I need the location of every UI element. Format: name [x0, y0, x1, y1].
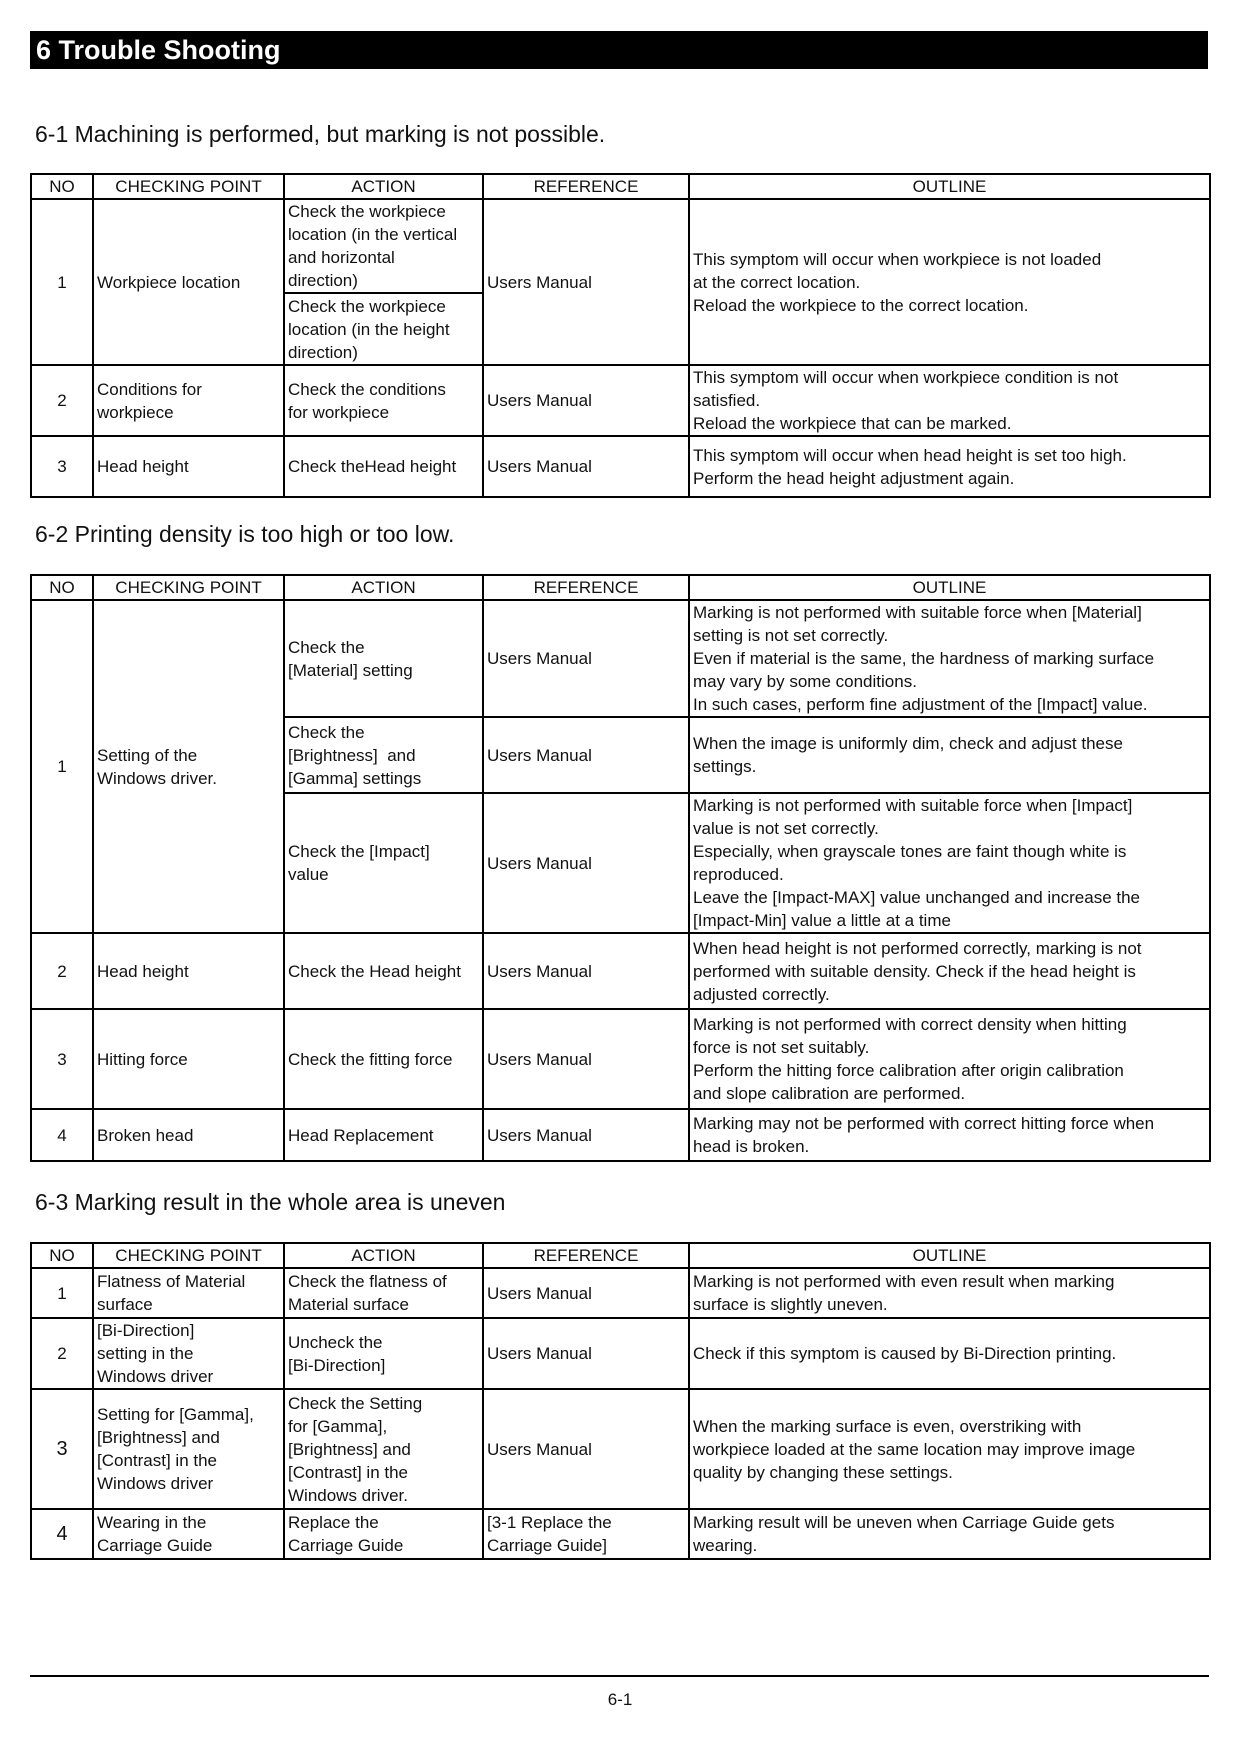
reference-text: Users Manual	[487, 1125, 592, 1145]
checking-point-text: setting in the	[97, 1344, 194, 1363]
reference-text: [3-1 Replace the	[487, 1513, 612, 1532]
reference-cell	[483, 1109, 689, 1161]
reference-cell	[483, 199, 689, 365]
row-number: 2	[31, 933, 93, 1009]
outline-text: Leave the [Impact-MAX] value unchanged and increase the	[693, 888, 1141, 907]
checking-point-text: [Bi-Direction]	[97, 1321, 195, 1340]
action-text: Check the fitting force	[288, 1049, 453, 1069]
action-text: Check theHead height	[288, 457, 457, 476]
reference-cell	[483, 600, 689, 717]
reference-text: Carriage Guide]	[487, 1536, 608, 1555]
outline-text: Perform the head height adjustment again.	[693, 468, 1015, 488]
action-text: Check the flatness of	[288, 1272, 447, 1291]
outline-cell	[689, 1509, 1210, 1559]
section-title: 6-2 Printing density is too high or too low.	[35, 521, 455, 547]
outline-cell	[689, 365, 1210, 436]
action-cell	[284, 1509, 483, 1559]
outline-cell	[689, 1268, 1210, 1318]
action-text: Material surface	[288, 1295, 409, 1314]
outline-cell	[689, 1009, 1210, 1109]
checking-point-text: [Contrast] in the	[97, 1451, 218, 1470]
page-number: 6-1	[607, 1690, 633, 1709]
checking-point-text: Windows driver	[97, 1474, 214, 1493]
row-number: 1	[31, 1268, 93, 1318]
checking-point-text: Broken head	[97, 1125, 194, 1145]
action-text: [Brightness] and	[288, 1439, 411, 1459]
troubleshooting-table	[30, 173, 1211, 498]
table-row	[31, 1318, 1210, 1389]
chapter-title: 6 Trouble Shooting	[30, 31, 1208, 69]
section-title: 6-3 Marking result in the whole area is uneven	[35, 1189, 506, 1215]
reference-text: Users Manual	[487, 1344, 592, 1363]
reference-text: Users Manual	[487, 1439, 592, 1459]
action-cell	[284, 199, 483, 293]
outline-text: Marking is not performed with suitable force when [Material]	[693, 603, 1142, 622]
row-number: 3	[31, 1009, 93, 1109]
table-header-row	[31, 174, 1210, 199]
header-no: NO	[31, 575, 93, 600]
outline-text: value is not set correctly.	[693, 819, 879, 838]
row-number: 4	[31, 1109, 93, 1161]
action-text: direction)	[288, 342, 358, 362]
action-text: for workpiece	[288, 402, 390, 422]
checking-point-cell	[93, 199, 284, 365]
checking-point-cell	[93, 600, 284, 933]
action-text: [Contrast] in the	[288, 1462, 409, 1482]
action-cell	[284, 1318, 483, 1389]
outline-text: When the image is uniformly dim, check and adjust these	[693, 734, 1123, 753]
reference-cell	[483, 365, 689, 436]
reference-cell	[483, 436, 689, 497]
action-text: location (in the height	[288, 319, 450, 339]
header-action: ACTION	[284, 575, 483, 600]
outline-text: Marking is not performed with correct density when hitting	[693, 1015, 1127, 1034]
checking-point-text: Flatness of Material	[97, 1272, 246, 1291]
checking-point-text: Windows driver.	[97, 768, 217, 788]
action-text: for [Gamma],	[288, 1416, 388, 1436]
action-cell	[284, 1268, 483, 1318]
table-row	[31, 436, 1210, 497]
action-text: Check the workpiece	[288, 296, 446, 316]
outline-text: This symptom will occur when head height is set too high.	[693, 445, 1127, 465]
outline-text: head is broken.	[693, 1137, 810, 1156]
header-outline: OUTLINE	[689, 174, 1210, 199]
table-header-row	[31, 1243, 1210, 1268]
header-outline: OUTLINE	[689, 1243, 1210, 1268]
checking-point-text: [Brightness] and	[97, 1428, 220, 1447]
header-no: NO	[31, 174, 93, 199]
action-text: Check the Head height	[288, 961, 461, 981]
outline-text: Marking result will be uneven when Carriage Guide gets	[693, 1513, 1115, 1532]
outline-cell	[689, 1109, 1210, 1161]
header-reference: REFERENCE	[483, 1243, 689, 1268]
reference-cell	[483, 1509, 689, 1559]
action-text: location (in the vertical	[288, 225, 458, 244]
outline-text: Especially, when grayscale tones are faint though white is	[693, 842, 1127, 861]
checking-point-cell	[93, 1009, 284, 1109]
checking-point-cell	[93, 933, 284, 1009]
outline-cell	[689, 1318, 1210, 1389]
action-text: [Gamma] settings	[288, 768, 422, 788]
row-number: 1	[31, 199, 93, 365]
table-row	[31, 600, 1210, 717]
action-text: Carriage Guide	[288, 1536, 404, 1555]
outline-text: performed with suitable density. Check if the head height is	[693, 961, 1136, 981]
action-text: and horizontal	[288, 248, 395, 267]
outline-text: Even if material is the same, the hardness of marking surface	[693, 649, 1155, 668]
outline-text: Marking is not performed with even result when marking	[693, 1272, 1115, 1291]
row-number: 3	[31, 1389, 93, 1509]
header-action: ACTION	[284, 1243, 483, 1268]
outline-cell	[689, 793, 1210, 933]
table-row	[31, 1109, 1210, 1161]
table-row	[31, 199, 1210, 293]
troubleshooting-table	[30, 1242, 1211, 1560]
footer-divider	[30, 1675, 1209, 1677]
checking-point-cell	[93, 1389, 284, 1509]
checking-point-cell	[93, 1109, 284, 1161]
action-text: Check the	[288, 637, 365, 657]
action-text: Check the conditions	[288, 379, 446, 399]
outline-text: In such cases, perform fine adjustment of the [Impact] value.	[693, 695, 1148, 714]
action-text: Check the Setting	[288, 1393, 423, 1413]
checking-point-text: surface	[97, 1295, 153, 1314]
action-cell	[284, 436, 483, 497]
header-checking-point: CHECKING POINT	[93, 1243, 284, 1268]
reference-text: Users Manual	[487, 1283, 592, 1303]
table-row	[31, 1509, 1210, 1559]
reference-cell	[483, 1318, 689, 1389]
row-number: 2	[31, 1318, 93, 1389]
action-text: Check the [Impact]	[288, 842, 430, 861]
action-cell	[284, 933, 483, 1009]
checking-point-text: Workpiece location	[97, 272, 241, 292]
outline-cell	[689, 1389, 1210, 1509]
outline-cell	[689, 717, 1210, 793]
reference-text: Users Manual	[487, 457, 592, 476]
reference-text: Users Manual	[487, 272, 592, 292]
checking-point-text: Windows driver	[97, 1367, 214, 1386]
outline-cell	[689, 600, 1210, 717]
reference-text: Users Manual	[487, 391, 592, 410]
table-row	[31, 933, 1210, 1009]
checking-point-cell	[93, 1268, 284, 1318]
checking-point-text: Setting for [Gamma],	[97, 1405, 254, 1424]
header-action: ACTION	[284, 174, 483, 199]
action-cell	[284, 793, 483, 933]
checking-point-text: Conditions for	[97, 379, 202, 399]
row-number: 2	[31, 365, 93, 436]
outline-text: When head height is not performed correctly, marking is not	[693, 938, 1142, 958]
action-text: [Bi-Direction]	[288, 1355, 386, 1375]
action-text: Replace the	[288, 1513, 379, 1532]
table-row	[31, 1009, 1210, 1109]
troubleshooting-table	[30, 574, 1211, 1162]
reference-text: Users Manual	[487, 853, 592, 873]
reference-text: Users Manual	[487, 649, 592, 668]
table-row	[31, 1268, 1210, 1318]
outline-text: Reload the workpiece to the correct location.	[693, 295, 1029, 315]
checking-point-text: Hitting force	[97, 1049, 188, 1069]
outline-text: settings.	[693, 757, 757, 776]
checking-point-cell	[93, 365, 284, 436]
reference-cell	[483, 1009, 689, 1109]
row-number: 4	[31, 1509, 93, 1559]
outline-text: and slope calibration are performed.	[693, 1084, 966, 1103]
outline-text: workpiece loaded at the same location may improve image	[693, 1439, 1136, 1459]
outline-text: Check if this symptom is caused by Bi-Direction printing.	[693, 1344, 1117, 1363]
outline-text: reproduced.	[693, 865, 784, 884]
checking-point-text: Wearing in the	[97, 1513, 207, 1532]
header-checking-point: CHECKING POINT	[93, 575, 284, 600]
action-cell	[284, 365, 483, 436]
outline-cell	[689, 933, 1210, 1009]
outline-cell	[689, 436, 1210, 497]
row-number: 3	[31, 436, 93, 497]
table-row	[31, 365, 1210, 436]
checking-point-cell	[93, 1318, 284, 1389]
outline-text: setting is not set correctly.	[693, 626, 889, 645]
outline-text: satisfied.	[693, 391, 761, 410]
outline-text: When the marking surface is even, overstriking with	[693, 1416, 1082, 1436]
header-reference: REFERENCE	[483, 575, 689, 600]
reference-cell	[483, 793, 689, 933]
action-text: [Material] setting	[288, 660, 413, 680]
outline-text: [Impact-Min] value a little at a time	[693, 911, 951, 930]
header-outline: OUTLINE	[689, 575, 1210, 600]
outline-text: quality by changing these settings.	[693, 1462, 953, 1482]
action-cell	[284, 1389, 483, 1509]
table-row	[31, 1389, 1210, 1509]
outline-text: Perform the hitting force calibration after origin calibration	[693, 1061, 1124, 1080]
checking-point-cell	[93, 436, 284, 497]
outline-text: wearing.	[693, 1536, 758, 1555]
section-title: 6-1 Machining is performed, but marking is not possible.	[35, 121, 606, 147]
action-cell	[284, 1009, 483, 1109]
outline-text: This symptom will occur when workpiece condition is not	[693, 368, 1119, 387]
reference-text: Users Manual	[487, 961, 592, 981]
action-text: [Brightness] and	[288, 745, 416, 765]
action-text: direction)	[288, 271, 358, 290]
checking-point-text: Head height	[97, 457, 189, 476]
action-cell	[284, 717, 483, 793]
header-no: NO	[31, 1243, 93, 1268]
action-cell	[284, 1109, 483, 1161]
action-cell	[284, 293, 483, 365]
header-checking-point: CHECKING POINT	[93, 174, 284, 199]
action-text: Windows driver.	[288, 1485, 408, 1505]
checking-point-text: Head height	[97, 961, 189, 981]
checking-point-cell	[93, 1509, 284, 1559]
action-text: value	[288, 865, 329, 884]
outline-text: This symptom will occur when workpiece is not loaded	[693, 249, 1102, 269]
reference-cell	[483, 933, 689, 1009]
checking-point-text: workpiece	[97, 402, 174, 422]
outline-text: Marking is not performed with suitable force when [Impact]	[693, 796, 1133, 815]
row-number: 1	[31, 600, 93, 933]
outline-text: at the correct location.	[693, 272, 861, 292]
action-cell	[284, 600, 483, 717]
reference-cell	[483, 1268, 689, 1318]
outline-text: Marking may not be performed with correct hitting force when	[693, 1114, 1155, 1133]
outline-cell	[689, 199, 1210, 365]
table-header-row	[31, 575, 1210, 600]
checking-point-text: Setting of the	[97, 745, 198, 765]
checking-point-text: Carriage Guide	[97, 1536, 213, 1555]
outline-text: may vary by some conditions.	[693, 672, 917, 691]
outline-text: force is not set suitably.	[693, 1038, 870, 1057]
action-text: Uncheck the	[288, 1332, 383, 1352]
action-text: Check the workpiece	[288, 202, 446, 221]
reference-text: Users Manual	[487, 1049, 592, 1069]
outline-text: Reload the workpiece that can be marked.	[693, 414, 1012, 433]
reference-text: Users Manual	[487, 745, 592, 765]
reference-cell	[483, 717, 689, 793]
header-reference: REFERENCE	[483, 174, 689, 199]
action-text: Head Replacement	[288, 1125, 434, 1145]
reference-cell	[483, 1389, 689, 1509]
outline-text: surface is slightly uneven.	[693, 1295, 888, 1314]
outline-text: adjusted correctly.	[693, 984, 830, 1004]
action-text: Check the	[288, 722, 365, 742]
